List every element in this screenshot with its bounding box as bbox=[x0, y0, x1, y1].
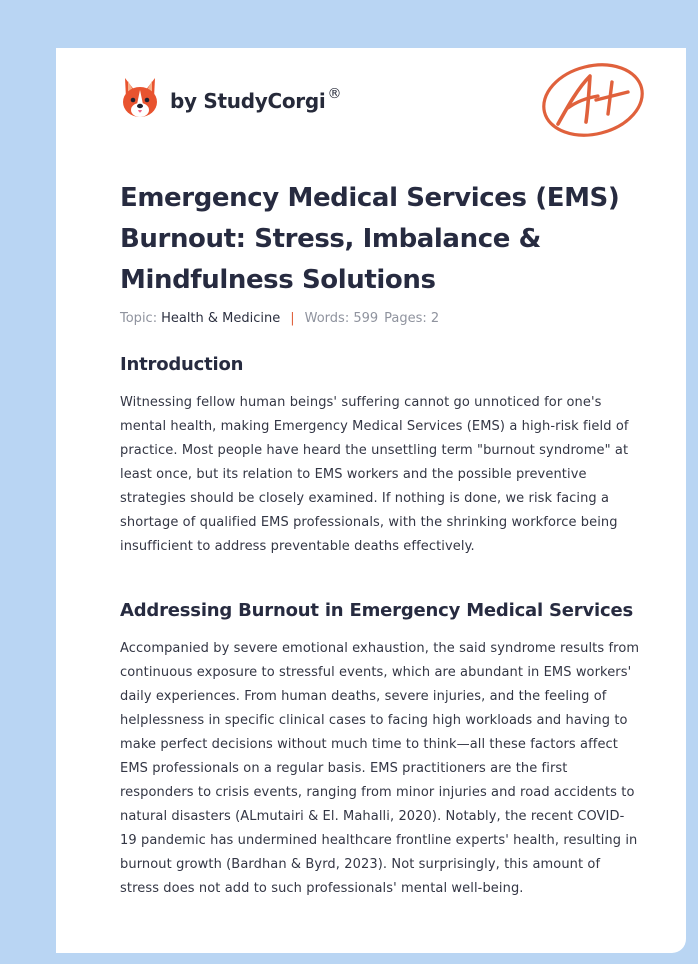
page-count: Pages: 2 bbox=[384, 311, 440, 326]
section-body-addressing-burnout: Accompanied by severe emotional exhaustion, the said syndrome results from continuous exposure to stressful events, which are abundant in EMS workers' daily experiences. From human deaths, severe injuries, and the feeling of helplessness in specific clinical cases to facing high workloads and having to make perfect decisions without much time to think—all these factors affect EMS professionals on a regular basis. EMS practitioners are the first responders to crisis events, ranging from minor injuries and road accidents to natural disasters (ALmutairi & El. Mahalli, 2020). Notably, the recent COVID-19 pandemic has undermined healthcare frontline experts' health, resulting in burnout growth (Bardhan & Byrd, 2023). Not surprisingly, this amount of stress does not add to such professionals' mental well-being. bbox=[120, 641, 640, 896]
word-count: Words: 599 bbox=[304, 311, 379, 326]
document-page bbox=[56, 48, 686, 953]
document-title: Emergency Medical Services (EMS) Burnout: Stress, Imbalance & Mindfulness Solutions bbox=[120, 183, 620, 295]
section-heading-introduction: Introduction bbox=[120, 354, 244, 375]
topic-label: Topic: bbox=[120, 311, 158, 326]
document-meta bbox=[120, 311, 439, 326]
corgi-logo-icon bbox=[120, 76, 160, 120]
section-body-introduction: Witnessing fellow human beings' suffering cannot go unnoticed for one's mental health, making Emergency Medical Services (EMS) a high-risk field of practice. Most people have heard the unsettling term "burnout syndrome" at least once, but its relation to EMS workers and the possible preventive strategies should be closely examined. If nothing is done, we risk facing a shortage of qualified EMS professionals, with the shrinking workforce being insufficient to address preventable deaths effectively. bbox=[120, 395, 629, 554]
topic-link[interactable]: Health & Medicine bbox=[161, 311, 281, 326]
meta-separator: | bbox=[290, 311, 295, 326]
section-heading-addressing-burnout: Addressing Burnout in Emergency Medical Services bbox=[120, 600, 633, 621]
a-plus-grade-icon bbox=[538, 58, 648, 144]
registered-mark: ® bbox=[327, 86, 342, 102]
brand-name: by StudyCorgi ® bbox=[170, 86, 342, 113]
brand-header[interactable] bbox=[120, 76, 341, 120]
